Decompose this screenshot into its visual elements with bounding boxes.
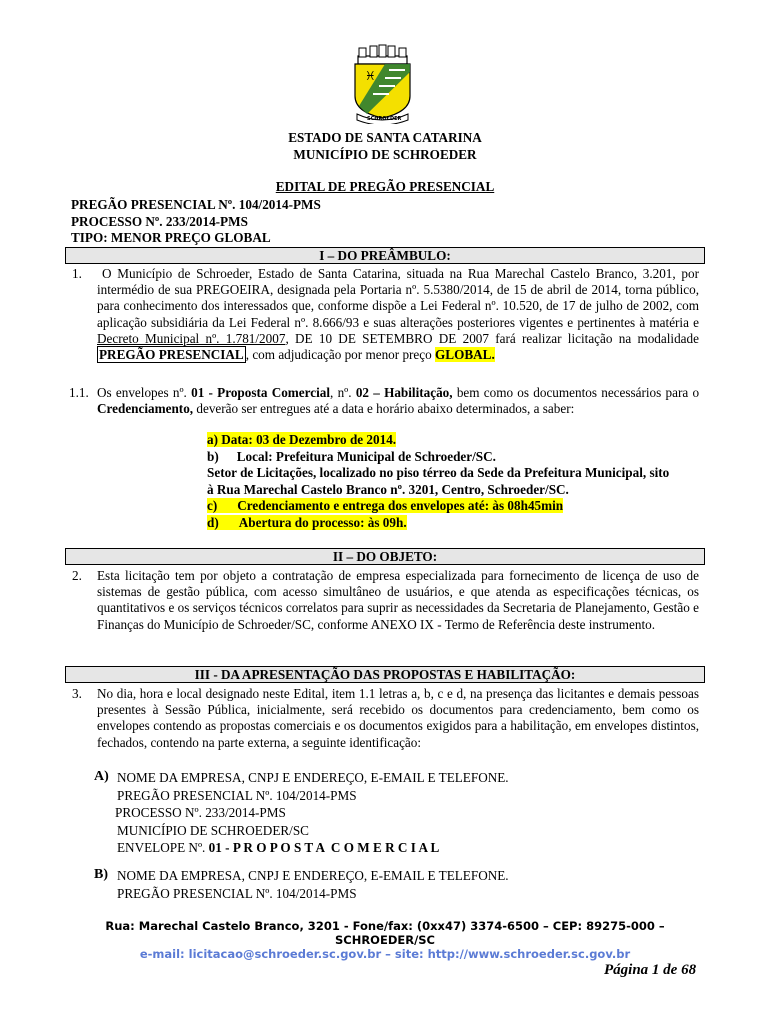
footer-address: Rua: Marechal Castelo Branco, 3201 - Fone/fax: (0xx47) 3374-6500 – CEP: 89275-000 – <box>105 919 665 933</box>
schedule-credenciamento: c) Credenciamento e entrega dos envelopes até: às 08h45min <box>207 498 564 513</box>
svg-text:♓: ♓ <box>365 69 376 83</box>
section-title-objeto: II – DO OBJETO: <box>65 548 705 565</box>
envelope-a-line5: ENVELOPE Nº. 01 - P R O P O S T A C O M E R C I A L <box>117 840 440 855</box>
schedule-date: a) Data: 03 de Dezembro de 2014. <box>207 432 397 447</box>
footer-contact[interactable]: e-mail: licitacao@schroeder.sc.gov.br – site: http://www.schroeder.sc.gov.br <box>139 947 631 961</box>
tipo-label: TIPO: MENOR PREÇO GLOBAL <box>71 230 271 245</box>
envelope-a-line1: NOME DA EMPRESA, CNPJ E ENDEREÇO, E-EMAIL E TELEFONE. <box>117 770 509 785</box>
processo-number: PROCESSO Nº. 233/2014-PMS <box>71 213 248 229</box>
envelope-a-line2: PREGÃO PRESENCIAL Nº. 104/2014-PMS <box>117 787 357 803</box>
schedule-abertura: d) Abertura do processo: às 09h. <box>207 514 407 530</box>
envelope-b-line2: PREGÃO PRESENCIAL Nº. 104/2014-PMS <box>117 885 357 901</box>
schedule-sector-line1: Setor de Licitações, localizado no piso térreo da Sede da Prefeitura Municipal, sito <box>207 465 670 480</box>
item-number-2: 2. <box>72 568 82 583</box>
item-number-3: 3. <box>72 686 82 701</box>
pregao-number: PREGÃO PRESENCIAL Nº. 104/2014-PMS <box>71 197 321 212</box>
crest-text: SCHROEDER <box>367 116 402 122</box>
global-label: GLOBAL. <box>435 347 495 363</box>
footer-city: SCHROEDER/SC <box>334 933 435 947</box>
apresentacao-paragraph: No dia, hora e local designado neste Edital, item 1.1 letras a, b, c e d, na presença das licitantes e demais pessoas presentes à Sessão Pública, inicialmente, será recebido os documentos para credenciamento, bem como os envelopes contendo as propostas comerciais e os documentos exigidos para a habilitação, em envelopes distintos, fechados, contendo na parte externa, a seguinte identificação: <box>97 686 699 750</box>
municipal-crest <box>345 44 420 124</box>
section-title-preambulo: I – DO PREÂMBULO: <box>65 247 705 264</box>
item-number-1: 1. <box>72 266 82 281</box>
decree-reference: Decreto Municipal nº. 1.781/2007 <box>97 330 286 346</box>
envelope-a-label: A) <box>94 769 109 784</box>
schedule-location: b) Local: Prefeitura Municipal de Schroeder/SC. <box>207 448 496 464</box>
edital-title: EDITAL DE PREGÃO PRESENCIAL <box>275 179 495 194</box>
section-title-apresentacao: III - DA APRESENTAÇÃO DAS PROPOSTAS E HABILITAÇÃO: <box>65 666 705 683</box>
municipality-name: MUNICÍPIO DE SCHROEDER <box>293 147 477 162</box>
modality-label: PREGÃO PRESENCIAL <box>99 347 244 363</box>
envelope-a-line3: PROCESSO Nº. 233/2014-PMS <box>115 805 286 820</box>
envelope-a-line4: MUNICÍPIO DE SCHROEDER/SC <box>117 822 309 838</box>
envelope-b-label: B) <box>94 867 108 882</box>
schedule-sector-line2: à Rua Marechal Castelo Branco nº. 3201, Centro, Schroeder/SC. <box>207 481 569 497</box>
page-number: Página 1 de 68 <box>604 962 697 978</box>
item-number-1-1: 1.1. <box>69 385 89 400</box>
envelopes-paragraph: Os envelopes nº. 01 - Proposta Comercial, nº. 02 – Habilitação, bem como os documentos necessários para o Credenciamento, deverão ser entregues até a data e horário abaixo determinados, a saber: <box>97 385 700 417</box>
state-name: ESTADO DE SANTA CATARINA <box>288 130 482 145</box>
objeto-paragraph: Esta licitação tem por objeto a contratação de empresa especializada para fornecimento de licença de uso de sistemas de gestão pública, com acesso simultâneo de usuários, e que atenda as especificações técnicas, os quantitativos e os serviços técnicos correlatos para suprir as necessidades da Secretaria de Planejamento, Gestão e Finanças do Município de Schroeder/SC, conforme ANEXO IX - Termo de Referência deste instrumento. <box>97 568 699 632</box>
envelope-b-line1: NOME DA EMPRESA, CNPJ E ENDEREÇO, E-EMAIL E TELEFONE. <box>117 868 509 883</box>
preambulo-paragraph: O Município de Schroeder, Estado de Santa Catarina, situada na Rua Marechal Castelo Branco, 3.201, por intermédio de sua PREGOEIRA, designada pela Portaria nº. 5.5380/2014, de 15 de abril de 2014, torna público, para conhecimento dos interessados que, conforme dispõe a Lei Federal nº. 10.520, de 17 de julho de 2002, com aplicação subsidiária da Lei Federal nº. 8.666/93 e suas alterações posteriores vigentes e pertinentes à matéria e Decreto Municipal nº. 1.781/2007, DE 10 DE SETEMBRO DE 2007 fará realizar licitação na modalidade PREGÃO PRESENCIAL , com adjudicação por menor preço GLOBAL. <box>97 266 699 363</box>
